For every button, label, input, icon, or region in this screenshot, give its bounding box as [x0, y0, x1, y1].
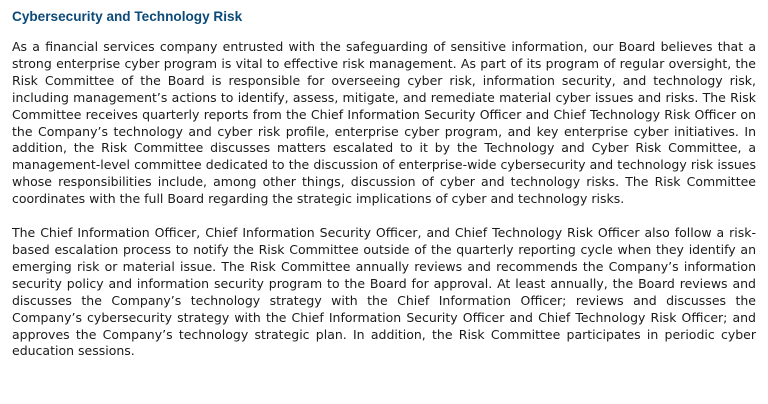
- paragraph-escalation-process: The Chief Information Officer, Chief Information Security Officer, and Chief Technology Risk Officer also follow a risk-based escalation process to notify the Risk Committee outside of the quarterly reporting cycle when they identify an emerging risk or material issue. The Risk Committee annually reviews and recommends the Company’s information security policy and information security program to the Board for approval. At least annually, the Board reviews and discusses the Company’s technology strategy with the Chief Information Officer; reviews and discusses the Company’s cybersecurity strategy with the Chief Information Security Officer and Chief Technology Risk Officer; and approves the Company’s technology strategic plan. In addition, the Risk Committee participates in periodic cyber education sessions.: [12, 225, 756, 359]
- document-page: [12, 8, 756, 360]
- paragraph-risk-committee-oversight: As a financial services company entrusted with the safeguarding of sensitive information, our Board believes that a strong enterprise cyber program is vital to effective risk management. As part of its program of regular oversight, the Risk Committee of the Board is responsible for overseeing cyber risk, information security, and technology risk, including management’s actions to identify, assess, mitigate, and remediate material cyber issues and risks. The Risk Committee receives quarterly reports from the Chief Information Security Officer and Chief Technology Risk Officer on the Company’s technology and cyber risk profile, enterprise cyber program, and key enterprise cyber initiatives. In addition, the Risk Committee discusses matters escalated to it by the Technology and Cyber Risk Committee, a management-level committee dedicated to the discussion of enterprise-wide cybersecurity and technology risk issues whose responsibilities include, among other things, discussion of cyber and technology risks. The Risk Committee coordinates with the full Board regarding the strategic implications of cyber and technology risks.: [12, 39, 756, 207]
- section-heading: Cybersecurity and Technology Risk: [12, 9, 243, 24]
